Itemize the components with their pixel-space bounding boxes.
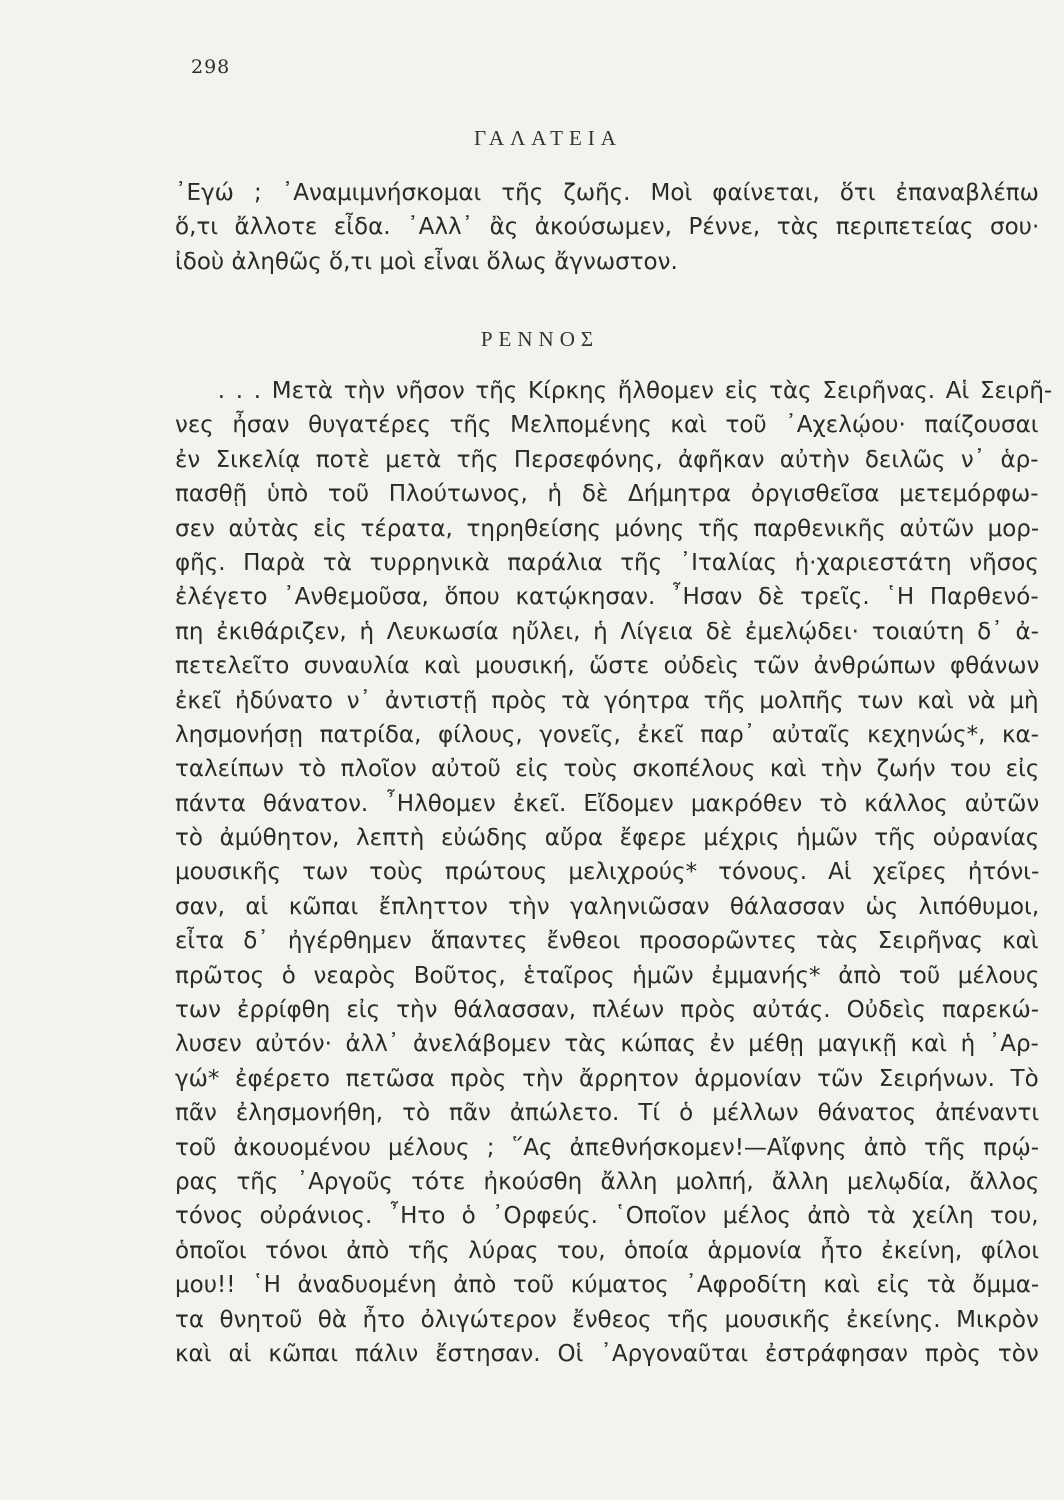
text-line: τόνος οὐράνιος. ῏Ητο ὁ ᾿Ορφεύς. ῾Οποῖον μέλος ἀπὸ τὰ χείλη του, (175, 1203, 1039, 1230)
text-line: τοῦ ἀκουομένου μέλους ; ῞Ας ἀπεθνήσκομεν!—Αἴφνης ἀπὸ τῆς πρῴ- (175, 1134, 1040, 1161)
text-line: ὅ,τι ἄλλοτε εἶδα. ᾿Αλλ᾿ ἂς ἀκούσωμεν, Ρέννε, τὰς περιπετείας σου· (175, 214, 1040, 241)
text-line: ἐκεῖ ἠδύνατο ν᾿ ἀντιστῇ πρὸς τὰ γόητρα τῆς μολπῆς των καὶ νὰ μὴ (175, 687, 1039, 714)
text-line: μουσικῆς των τοὺς πρώτους μελιχρούς* τόνους. Αἱ χεῖρες ἠτόνι- (175, 859, 1040, 886)
text-line: τὸ ἀμύθητον, λεπτὴ εὐώδης αὔρα ἔφερε μέχρις ἡμῶν τῆς οὐρανίας (175, 825, 1040, 852)
text-line: πᾶν ἐλησμονήθη, τὸ πᾶν ἀπώλετο. Τί ὁ μέλλων θάνατος ἀπέναντι (175, 1100, 1040, 1127)
text-line: ᾿Εγώ ; ᾿Αναμιμνήσκομαι τῆς ζωῆς. Μοὶ φαίνεται, ὅτι ἐπαναβλέπω (175, 180, 1039, 206)
text-line: πασθῇ ὑπὸ τοῦ Πλούτωνος, ἡ δὲ Δήμητρα ὀργισθεῖσα μετεμόρφω- (175, 481, 1039, 508)
text-line: τα θνητοῦ θὰ ἦτο ὀλιγώτερον ἔνθεος τῆς μουσικῆς ἐκείνης. Μικρὸν (175, 1306, 1039, 1333)
text-line: γώ* ἐφέρετο πετῶσα πρὸς τὴν ἄρρητον ἁρμονίαν τῶν Σειρήνων. Τὸ (175, 1065, 1039, 1092)
speaker-heading-galateia: ΓΑΛΑΤΕΙΑ (474, 126, 622, 150)
text-line: . . . Μετὰ τὴν νῆσον τῆς Κίρκης ἤλθομεν εἰς τὰς Σειρῆνας. Αἱ Σειρῆ- (175, 378, 1053, 404)
text-line: λυσεν αὐτόν· ἀλλ᾿ ἀνελάβομεν τὰς κώπας ἐν μέθῃ μαγικῇ καὶ ἡ ᾿Αρ- (175, 1031, 1039, 1058)
text-line: ἰδοὺ ἀληθῶς ὅ,τι μοὶ εἶναι ὅλως ἄγνωστον. (175, 248, 678, 275)
text-line: εἶτα δ᾿ ἠγέρθημεν ἅπαντες ἔνθεοι προσορῶντες τὰς Σειρῆνας καὶ (175, 928, 1039, 955)
text-line: πρῶτος ὁ νεαρὸς Βοῦτος, ἑταῖρος ἡμῶν ἐμμανής* ἀπὸ τοῦ μέλους (175, 962, 1040, 989)
text-line: πη ἐκιθάριζεν, ἡ Λευκωσία ηὔλει, ἡ Λίγεια δὲ ἐμελῴδει· τοιαύτη δ᾿ ἀ- (175, 618, 1039, 645)
text-line: σεν αὐτὰς εἰς τέρατα, τηρηθείσης μόνης τῆς παρθενικῆς αὐτῶν μορ- (175, 515, 1040, 542)
rennos-speech (175, 374, 1052, 1406)
text-line (175, 1371, 1052, 1405)
text-line: των ἐρρίφθη εἰς τὴν θάλασσαν, πλέων πρὸς αὐτάς. Οὐδεὶς παρεκώ- (175, 997, 1040, 1024)
text-line: λησμονήσῃ πατρίδα, φίλους, γονεῖς, ἐκεῖ παρ᾿ αὐταῖς κεχηνώς*, κα- (175, 721, 1039, 748)
page-number: 298 (191, 56, 231, 78)
text-line: ταλείπων τὸ πλοῖον αὐτοῦ εἰς τοὺς σκοπέλους καὶ τὴν ζωήν του εἰς (175, 756, 1040, 783)
speaker-heading-rennos: ΡΕΝΝΟΣ (480, 327, 600, 351)
text-line: πετελεῖτο συναυλία καὶ μουσική, ὥστε οὐδεὶς τῶν ἀνθρώπων φθάνων (175, 653, 1040, 680)
text-line: καὶ αἱ κῶπαι πάλιν ἔστησαν. Οἱ ᾿Αργοναῦται ἐστράφησαν πρὸς τὸν (175, 1340, 1039, 1367)
text-line: σαν, αἱ κῶπαι ἔπληττον τὴν γαληνιῶσαν θάλασσαν ὡς λιπόθυμοι, (175, 893, 1040, 920)
text-line: ὁποῖοι τόνοι ἀπὸ τῆς λύρας του, ὁποία ἁρμονία ἦτο ἐκείνη, φίλοι (175, 1237, 1040, 1264)
text-line: μου!! ῾Η ἀναδυομένη ἀπὸ τοῦ κύματος ᾿Αφροδίτη καὶ εἰς τὰ ὄμμα- (175, 1272, 1040, 1299)
text-line: ἐν Σικελίᾳ ποτὲ μετὰ τῆς Περσεφόνης, ἀφῆκαν αὐτὴν δειλῶς ν᾿ ἁρ- (175, 446, 1039, 473)
galateia-speech (175, 176, 1039, 279)
text-line: φῆς. Παρὰ τὰ τυρρηνικὰ παράλια τῆς ᾿Ιταλίας ἡ·χαριεστάτη νῆσος (175, 549, 1039, 576)
text-line: ρας τῆς ᾿Αργοῦς τότε ἠκούσθη ἄλλη μολπή, ἄλλη μελῳδία, ἄλλος (175, 1168, 1040, 1195)
text-line: νες ἦσαν θυγατέρες τῆς Μελπομένης καὶ τοῦ ᾿Αχελῴου· παίζουσαι (175, 412, 1039, 439)
text-line: πάντα θάνατον. ῏Ηλθομεν ἐκεῖ. Εἴδομεν μακρόθεν τὸ κάλλος αὐτῶν (175, 790, 1040, 817)
text-line: ἐλέγετο ᾿Ανθεμοῦσα, ὅπου κατῴκησαν. ῏Ησαν δὲ τρεῖς. ῾Η Παρθενό- (175, 584, 1039, 611)
